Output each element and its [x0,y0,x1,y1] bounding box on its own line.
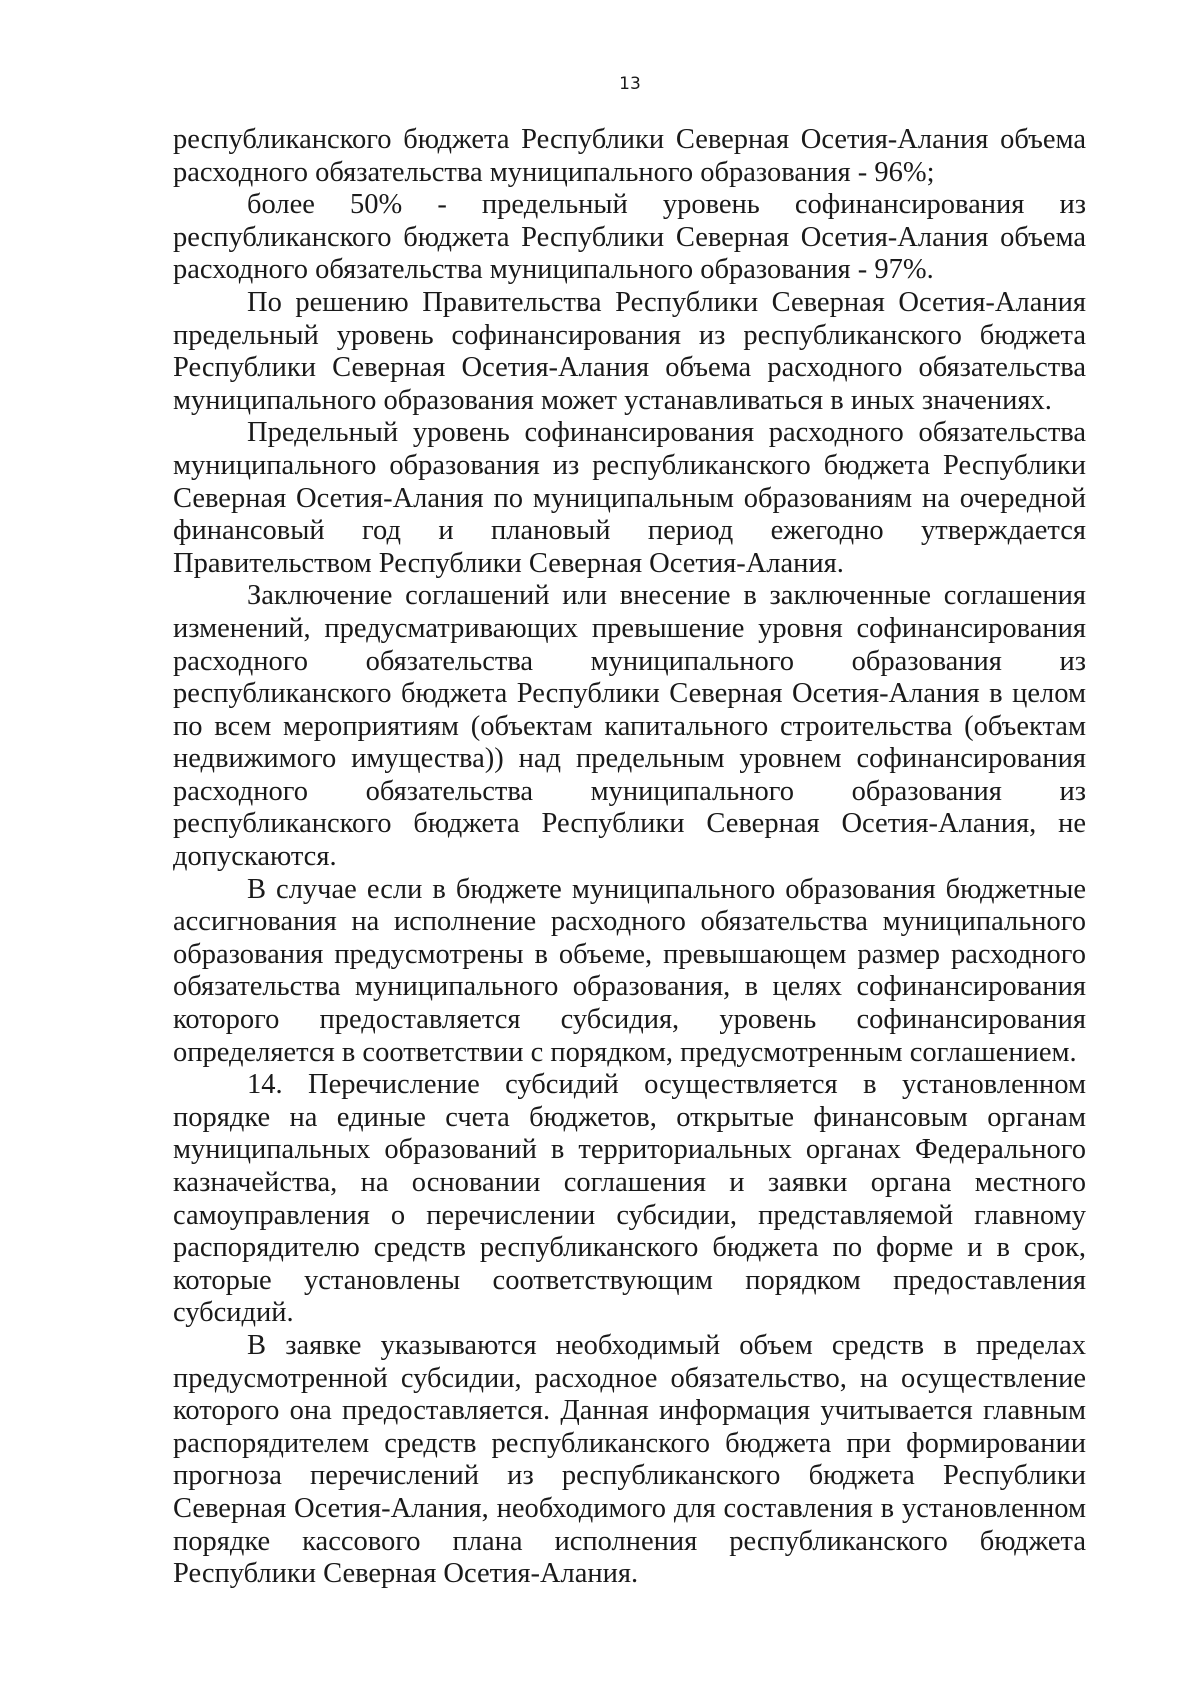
paragraph-application: В заявке указываются необходимый объем средств в пределах предусмотренной субсидии, расходное обязательство, на осуществление которого она предоставляется. Данная информация учитывается главным распорядителем средств республиканского бюджета при формировании прогноза перечислений из республиканского бюджета Республики Северная Осетия-Алания, необходимого для составления в установленном порядке кассового плана исполнения республиканского бюджета Республики Северная Осетия-Алания. [173,1329,1086,1590]
paragraph-continuation: республиканского бюджета Республики Северная Осетия-Алания объема расходного обязательства муниципального образования - 96%; [173,124,1086,188]
paragraph-agreements: Заключение соглашений или внесение в заключенные соглашения изменений, предусматривающих превышение уровня софинансирования расходного обязательства муниципального образования из республиканского бюджета Республики Северная Осетия-Алания в целом по всем мероприятиям (объектам капитального строительства (объектам недвижимого имущества)) над предельным уровнем софинансирования расходного обязательства муниципального образования из республиканского бюджета Республики Северная Осетия-Алания, не допускаются. [173,580,1086,873]
paragraph-cofinancing-limit: Предельный уровень софинансирования расходного обязательства муниципального образования из республиканского бюджета Республики Северная Осетия-Алания по муниципальным образованиям на очередной финансовый год и плановый период ежегодно утверждается Правительством Республики Северная Осетия-Алания. [173,417,1086,579]
paragraph-government-decision: По решению Правительства Республики Северная Осетия-Алания предельный уровень софинансирования из республиканского бюджета Республики Северная Осетия-Алания объема расходного обязательства муниципального образования может устанавливаться в иных значениях. [173,286,1086,416]
paragraph-more-than-50-percent: более 50% - предельный уровень софинансирования из республиканского бюджета Республики Северная Осетия-Алания объема расходного обязательства муниципального образования - 97%. [173,189,1086,286]
document-body [173,124,1086,1591]
paragraph-item-14: 14. Перечисление субсидий осуществляется в установленном порядке на единые счета бюджетов, открытые финансовым органам муниципальных образований в территориальных органах Федерального казначейства, на основании соглашения и заявки органа местного самоуправления о перечислении субсидии, представляемой главному распорядителю средств республиканского бюджета по форме и в срок, которые установлены соответствующим порядком предоставления субсидий. [173,1069,1086,1329]
page-number: 13 [619,74,641,94]
paragraph-budget-allocations: В случае если в бюджете муниципального образования бюджетные ассигнования на исполнение расходного обязательства муниципального образования предусмотрены в объеме, превышающем размер расходного обязательства муниципального образования, в целях софинансирования которого предоставляется субсидия, уровень софинансирования определяется в соответствии с порядком, предусмотренным соглашением. [173,873,1086,1068]
